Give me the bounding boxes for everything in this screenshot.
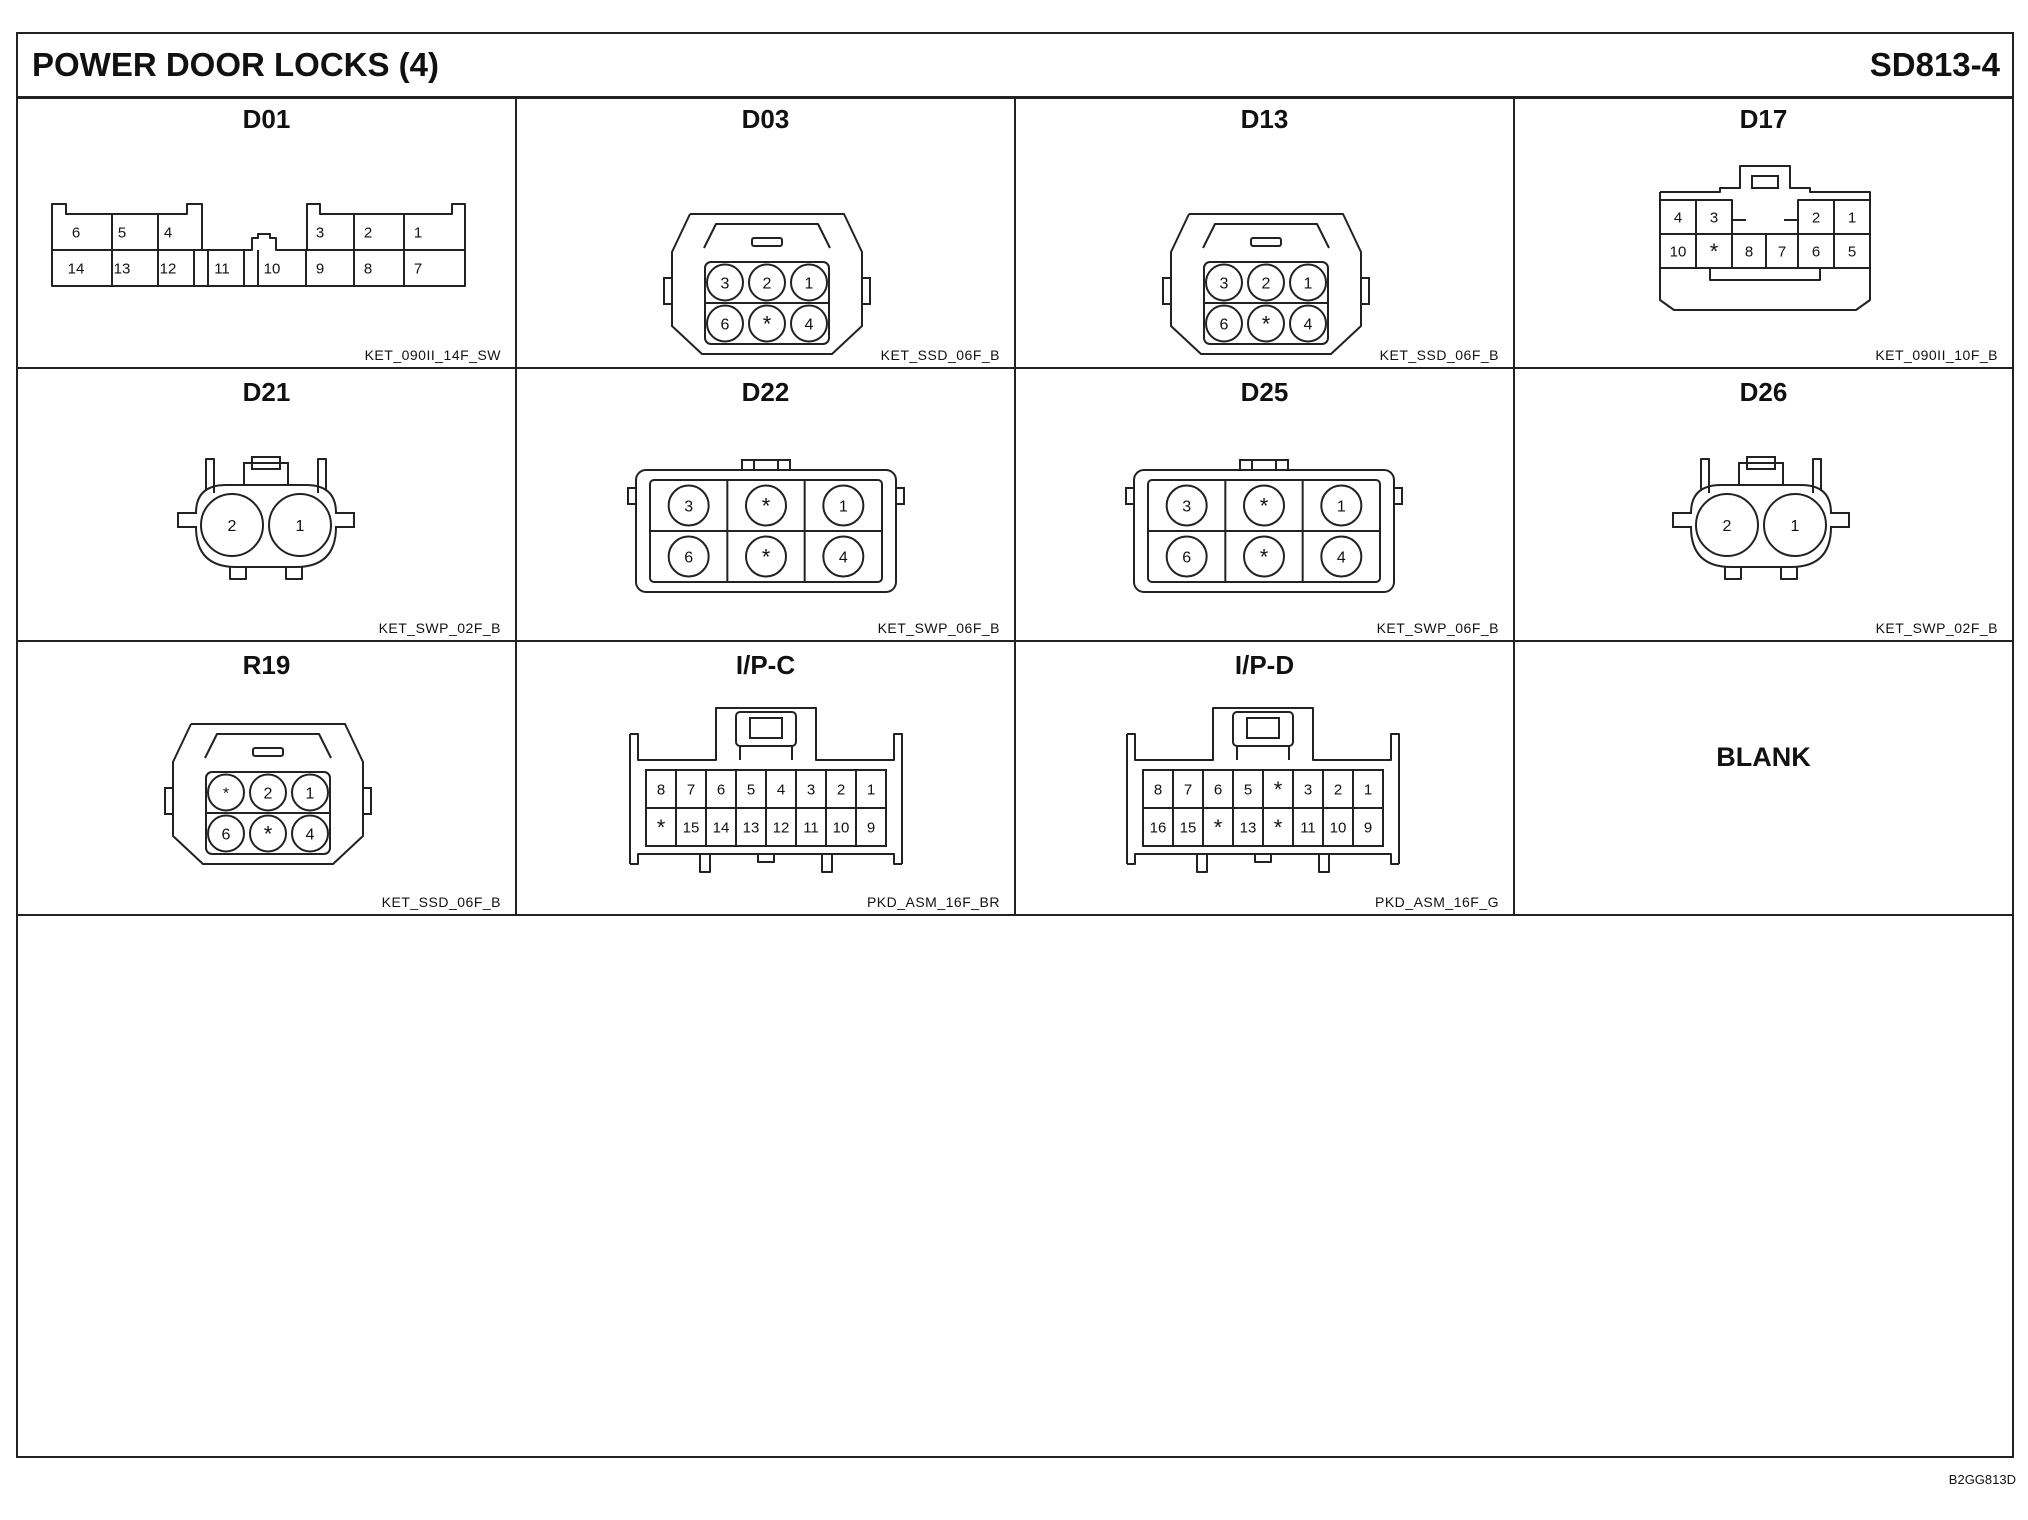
pin-label: 2 — [363, 224, 373, 242]
pin-label: * — [1273, 776, 1283, 802]
pin-label: 5 — [746, 781, 756, 799]
connector-name: R19 — [242, 650, 291, 680]
connector-name: D01 — [242, 104, 291, 134]
pin-label: 6 — [1811, 243, 1821, 261]
blank-label: BLANK — [1716, 742, 1811, 772]
connector-outline — [1781, 567, 1797, 579]
pin-label: 8 — [1153, 781, 1163, 799]
connector-outline — [52, 204, 202, 214]
pin-label: 6 — [221, 826, 231, 844]
connector-cell-d17 — [1515, 96, 2012, 369]
connector-name: I/P-C — [735, 650, 796, 680]
pin-label: 2 — [762, 275, 772, 293]
connector-outline — [244, 463, 288, 485]
connector-type: KET_SWP_06F_B — [1376, 620, 1499, 636]
pin-label: * — [1273, 814, 1283, 840]
connector-cell-r19 — [18, 642, 517, 914]
connector-outline — [253, 748, 283, 756]
pin-label: 8 — [363, 260, 373, 278]
connector-outline — [1673, 485, 1849, 567]
pin-label: 11 — [803, 819, 819, 837]
pin-label: * — [1213, 814, 1223, 840]
pin-label: 14 — [712, 819, 730, 837]
connector-type: KET_SWP_06F_B — [877, 620, 1000, 636]
connector-outline — [286, 567, 302, 579]
pin-label: 6 — [716, 781, 726, 799]
pin-label: 1 — [1303, 275, 1313, 293]
pin-label: 9 — [866, 819, 876, 837]
connector-diagram — [517, 369, 1016, 642]
pin-label: 6 — [1213, 781, 1223, 799]
pin-label: 4 — [305, 826, 315, 844]
pin-label: * — [656, 814, 666, 840]
connector-cell-ip-c — [517, 642, 1016, 914]
connector-type: PKD_ASM_16F_G — [1375, 894, 1499, 910]
pin-label: 6 — [1182, 549, 1192, 567]
connector-outline — [1255, 854, 1271, 862]
pin-label: 3 — [720, 275, 730, 293]
pin-label: 2 — [1261, 275, 1271, 293]
pin-label: 15 — [682, 819, 700, 837]
pin-label: 6 — [720, 316, 730, 334]
pin-label: 2 — [1333, 781, 1343, 799]
connector-outline — [1710, 268, 1820, 280]
pin-label: 5 — [1243, 781, 1253, 799]
connector-diagram — [1016, 369, 1515, 642]
connector-diagram — [517, 642, 1016, 914]
page-id: SD813-4 — [1869, 46, 2000, 83]
connector-name: D26 — [1739, 377, 1788, 407]
connector-outline — [628, 488, 636, 504]
connector-outline — [1732, 220, 1746, 234]
pin-label: * — [761, 544, 771, 570]
connector-name: D03 — [741, 104, 790, 134]
connector-type: KET_SSD_06F_B — [1379, 347, 1499, 363]
pin-label: 2 — [227, 517, 237, 535]
pin-label: 10 — [1329, 819, 1347, 837]
connector-outline — [1163, 278, 1171, 304]
pin-label: * — [761, 493, 771, 519]
connector-outline — [178, 485, 354, 567]
pin-label: 7 — [686, 781, 696, 799]
pin-label: 2 — [1722, 517, 1732, 535]
connector-cell-d26 — [1515, 369, 2012, 642]
connector-outline — [700, 854, 710, 872]
connector-cell-d21 — [18, 369, 517, 642]
page-title: POWER DOOR LOCKS (4) — [32, 46, 440, 83]
pin-label: 16 — [1149, 819, 1167, 837]
pin-label: * — [1709, 238, 1719, 264]
connector-type: KET_SWP_02F_B — [1875, 620, 1998, 636]
connector-diagram — [517, 96, 1016, 369]
pin-label: 1 — [838, 498, 848, 516]
pin-label: 3 — [1182, 498, 1192, 516]
pin-label: 10 — [1669, 243, 1687, 261]
pin-label: 2 — [1811, 209, 1821, 227]
connector-type: KET_SSD_06F_B — [880, 347, 1000, 363]
connector-outline — [822, 854, 832, 872]
pin-label: 4 — [1303, 316, 1313, 334]
sheet-header — [18, 34, 2012, 99]
pin-label: 1 — [1363, 781, 1373, 799]
pin-label: 14 — [67, 260, 85, 278]
pin-label: 4 — [838, 549, 848, 567]
connector-name: D21 — [242, 377, 291, 407]
connector-outline — [1251, 238, 1281, 246]
pin-label: 11 — [214, 260, 230, 278]
pin-label: * — [1259, 544, 1269, 570]
pin-label: 6 — [1219, 316, 1229, 334]
pin-label: 3 — [684, 498, 694, 516]
connector-outline — [896, 488, 904, 504]
connector-cell-d22 — [517, 369, 1016, 642]
pin-label: 7 — [1777, 243, 1787, 261]
connector-name: D13 — [1240, 104, 1289, 134]
connector-outline — [862, 278, 870, 304]
connector-cell-d01 — [18, 96, 517, 369]
pin-label: 5 — [1847, 243, 1857, 261]
connector-grid — [18, 96, 2012, 916]
connector-outline — [1394, 488, 1402, 504]
pin-label: 1 — [305, 785, 315, 803]
pin-label: 13 — [1239, 819, 1257, 837]
pin-label: 1 — [1847, 209, 1857, 227]
pin-label: 4 — [1673, 209, 1683, 227]
pin-label: 4 — [804, 316, 814, 334]
pin-label: 13 — [742, 819, 760, 837]
pin-label: 15 — [1179, 819, 1197, 837]
pin-label: 4 — [163, 224, 173, 242]
pin-label: 12 — [772, 819, 790, 837]
connector-cell-d25 — [1016, 369, 1515, 642]
pin-label: 6 — [71, 224, 81, 242]
pin-label: * — [762, 311, 772, 337]
connector-outline — [1739, 463, 1783, 485]
connector-cell-ip-d — [1016, 642, 1515, 914]
blank-cell — [1515, 642, 2012, 914]
pin-label: 7 — [413, 260, 423, 278]
document-id: B2GG813D — [1948, 1472, 2016, 1487]
pin-label: 3 — [1219, 275, 1229, 293]
connector-outline — [165, 788, 173, 814]
pin-label: 1 — [866, 781, 876, 799]
pin-label: * — [1261, 311, 1271, 337]
connector-outline — [1784, 220, 1798, 234]
pin-label: 3 — [1709, 209, 1719, 227]
connector-outline — [202, 234, 307, 250]
connector-diagram — [18, 642, 517, 914]
connector-outline — [664, 278, 672, 304]
connector-outline — [742, 460, 790, 470]
pin-label: 11 — [1300, 819, 1316, 837]
connector-outline — [752, 238, 782, 246]
pin-label: 6 — [684, 549, 694, 567]
pin-label: * — [263, 821, 273, 847]
connector-outline — [1319, 854, 1329, 872]
pin-label: 3 — [1303, 781, 1313, 799]
connector-outline — [1126, 488, 1134, 504]
pin-label: 13 — [113, 260, 131, 278]
pin-label: 8 — [1744, 243, 1754, 261]
connector-type: KET_SWP_02F_B — [378, 620, 501, 636]
pin-label: 9 — [315, 260, 325, 278]
pin-label: 1 — [1336, 498, 1346, 516]
pin-label: 7 — [1183, 781, 1193, 799]
connector-diagram — [1016, 96, 1515, 369]
connector-outline — [758, 854, 774, 862]
pin-label: 2 — [263, 785, 273, 803]
pin-label: 10 — [263, 260, 281, 278]
connector-outline — [1752, 176, 1778, 188]
pin-label: 3 — [806, 781, 816, 799]
connector-type: KET_090II_14F_SW — [364, 347, 501, 363]
pin-label: 5 — [117, 224, 127, 242]
pin-label: * — [222, 785, 230, 803]
connector-outline — [1197, 854, 1207, 872]
pin-label: 3 — [315, 224, 325, 242]
connector-outline — [363, 788, 371, 814]
connector-cell-d13 — [1016, 96, 1515, 369]
pin-label: 4 — [1336, 549, 1346, 567]
pin-label: 4 — [776, 781, 786, 799]
connector-type: PKD_ASM_16F_BR — [866, 894, 1000, 910]
pin-label: 1 — [413, 224, 423, 242]
connector-outline — [230, 567, 246, 579]
pin-label: 1 — [295, 517, 305, 535]
pin-label: 12 — [159, 260, 177, 278]
pin-label: 1 — [804, 275, 814, 293]
connector-name: D22 — [741, 377, 790, 407]
connector-outline — [1247, 718, 1279, 738]
connector-diagram — [18, 369, 517, 642]
pin-label: * — [1259, 493, 1269, 519]
connector-type: KET_090II_10F_B — [1875, 347, 1998, 363]
connector-name: D17 — [1739, 104, 1788, 134]
pin-label: 1 — [1790, 517, 1800, 535]
connector-outline — [1361, 278, 1369, 304]
pin-label: 10 — [832, 819, 850, 837]
connector-cell-d03 — [517, 96, 1016, 369]
connector-diagram — [1515, 369, 2012, 642]
connector-diagram — [18, 96, 517, 369]
pin-label: 8 — [656, 781, 666, 799]
connector-type: KET_SSD_06F_B — [381, 894, 501, 910]
connector-diagram — [1016, 642, 1515, 914]
connector-outline — [1203, 224, 1329, 248]
connector-outline — [1240, 460, 1288, 470]
connector-sheet — [16, 32, 2014, 1458]
pin-label: 9 — [1363, 819, 1373, 837]
pin-label: 2 — [836, 781, 846, 799]
connector-diagram — [1515, 96, 2012, 369]
connector-name: D25 — [1240, 377, 1289, 407]
connector-outline — [1725, 567, 1741, 579]
connector-outline — [704, 224, 830, 248]
connector-outline — [750, 718, 782, 738]
connector-name: I/P-D — [1234, 650, 1295, 680]
connector-outline — [205, 734, 331, 758]
